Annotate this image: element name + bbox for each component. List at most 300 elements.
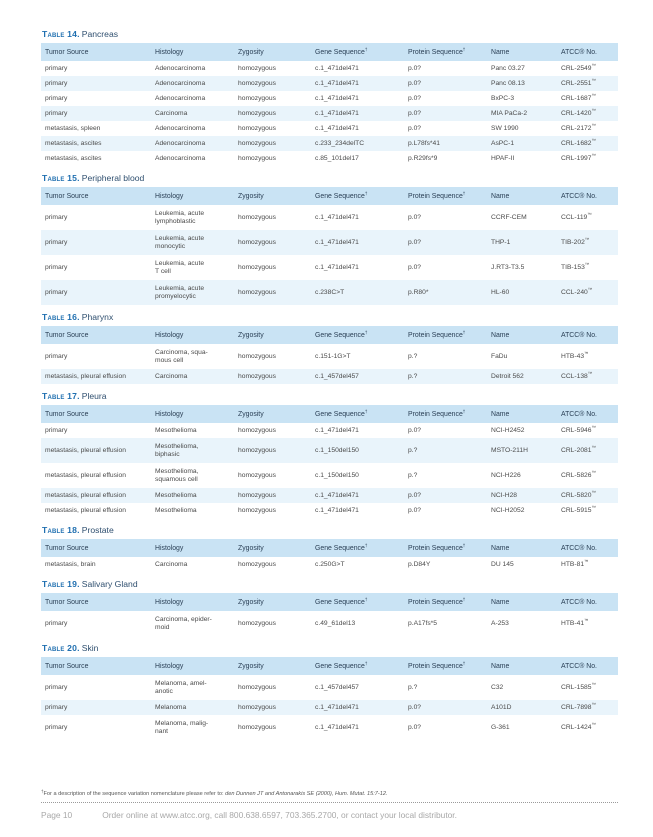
footnote-text: For a description of the sequence variation nomenclature please refer to:	[43, 791, 226, 797]
trademark-mark: ™	[591, 137, 596, 143]
cell-text: FaDu	[491, 352, 508, 360]
cell-tumor-source	[41, 463, 151, 488]
cell-tumor-source	[41, 280, 151, 305]
cell-text: Mesothelioma	[155, 491, 197, 499]
cell-text: CRL-1682	[561, 139, 592, 147]
cell-zygosity	[234, 106, 311, 121]
cell-text: Carcinoma	[155, 109, 188, 117]
cell-gene-sequence	[311, 136, 404, 151]
cell-gene-sequence	[311, 91, 404, 106]
histology-line: Melanoma, amel-	[155, 679, 207, 687]
cell-text: DU 145	[491, 560, 514, 568]
header-label: Zygosity	[238, 662, 264, 670]
cell-histology	[151, 121, 234, 136]
header-label: Tumor Source	[45, 662, 89, 670]
cell-gene-sequence	[311, 61, 404, 76]
cell-text: AsPC-1	[491, 139, 515, 147]
table-row	[41, 557, 618, 572]
header-protein-sequence	[404, 657, 487, 675]
header-label: Gene Sequence	[315, 192, 365, 200]
data-table	[41, 326, 618, 384]
cell-zygosity	[234, 151, 311, 166]
cell-name	[487, 136, 555, 151]
table-caption	[42, 524, 618, 537]
cell-histology	[151, 700, 234, 715]
cell-protein-sequence	[404, 344, 487, 369]
header-label: Gene Sequence	[315, 544, 365, 552]
table-title: Skin	[81, 643, 99, 653]
header-label: Protein Sequence	[408, 662, 463, 670]
cell-tumor-source	[41, 205, 151, 230]
cell-protein-sequence	[404, 230, 487, 255]
cell-name	[487, 611, 555, 636]
cell-text: primary	[45, 703, 68, 711]
header-label: Name	[491, 48, 510, 56]
trademark-mark: ™	[591, 504, 596, 510]
cell-name	[487, 280, 555, 305]
table-caption	[42, 172, 618, 185]
table-title: Pancreas	[81, 29, 119, 39]
dagger-mark: †	[364, 329, 368, 335]
cell-tumor-source	[41, 715, 151, 740]
cell-text: primary	[45, 426, 68, 434]
table-row	[41, 91, 618, 106]
cell-text: CRL-5820	[561, 491, 592, 499]
dagger-mark: †	[364, 596, 368, 602]
cell-protein-sequence	[404, 557, 487, 572]
cell-gene-sequence	[311, 463, 404, 488]
header-name	[487, 326, 555, 344]
dagger-mark: †	[364, 408, 368, 414]
cell-atcc-no	[555, 369, 618, 384]
header-atcc-no	[555, 187, 618, 205]
cell-tumor-source	[41, 423, 151, 438]
dagger-mark: †	[364, 660, 368, 666]
cell-atcc-no	[555, 675, 618, 700]
cell-tumor-source	[41, 369, 151, 384]
header-name	[487, 657, 555, 675]
trademark-mark: ™	[591, 92, 596, 98]
header-protein-sequence	[404, 187, 487, 205]
header-histology	[151, 405, 234, 423]
cell-gene-sequence	[311, 700, 404, 715]
header-atcc-no	[555, 593, 618, 611]
cell-zygosity	[234, 438, 311, 463]
cell-text: primary	[45, 213, 68, 221]
table-row	[41, 344, 618, 369]
cell-atcc-no	[555, 136, 618, 151]
footnote	[41, 791, 388, 797]
cell-text: HTB-43	[561, 352, 585, 360]
header-name	[487, 539, 555, 557]
cell-text: c.1_471del471	[315, 94, 359, 102]
cell-text: p.?	[408, 683, 418, 691]
header-tumor-source	[41, 593, 151, 611]
cell-text: c.1_150del150	[315, 471, 359, 479]
page-number: Page 10	[41, 810, 73, 820]
cell-text: homozygous	[238, 560, 276, 568]
cell-protein-sequence	[404, 611, 487, 636]
cell-histology	[151, 344, 234, 369]
cell-zygosity	[234, 503, 311, 518]
trademark-mark: ™	[591, 77, 596, 83]
header-label: Zygosity	[238, 598, 264, 606]
header-label: Gene Sequence	[315, 598, 365, 606]
cell-protein-sequence	[404, 438, 487, 463]
cell-text: CRL-7898	[561, 703, 592, 711]
header-histology	[151, 187, 234, 205]
cell-name	[487, 205, 555, 230]
trademark-mark: ™	[591, 122, 596, 128]
table-section	[41, 642, 618, 740]
table-row	[41, 700, 618, 715]
cell-text: c.1_471del471	[315, 79, 359, 87]
cell-text: metastasis, pleural effusion	[45, 446, 126, 454]
cell-text: primary	[45, 109, 68, 117]
table-row	[41, 280, 618, 305]
header-zygosity	[234, 593, 311, 611]
cell-text: c.151-1G>T	[315, 352, 351, 360]
cell-protein-sequence	[404, 700, 487, 715]
cell-atcc-no	[555, 91, 618, 106]
cell-text: homozygous	[238, 64, 276, 72]
cell-tumor-source	[41, 503, 151, 518]
cell-tumor-source	[41, 61, 151, 76]
cell-zygosity	[234, 230, 311, 255]
cell-tumor-source	[41, 611, 151, 636]
cell-zygosity	[234, 344, 311, 369]
histology-line: moid	[155, 623, 170, 631]
cell-zygosity	[234, 423, 311, 438]
cell-text: p.?	[408, 372, 418, 380]
cell-atcc-no	[555, 106, 618, 121]
cell-text: c.1_471del471	[315, 64, 359, 72]
table-number: Table 15.	[42, 173, 80, 183]
header-zygosity	[234, 326, 311, 344]
header-name	[487, 43, 555, 61]
table-row	[41, 438, 618, 463]
trademark-mark: ™	[591, 701, 596, 707]
cell-text: HTB-81	[561, 560, 585, 568]
cell-text: primary	[45, 619, 68, 627]
cell-gene-sequence	[311, 369, 404, 384]
cell-text: c.1_471del471	[315, 426, 359, 434]
table-caption	[42, 390, 618, 403]
cell-text: NCI-H28	[491, 491, 518, 499]
cell-histology	[151, 423, 234, 438]
cell-name	[487, 675, 555, 700]
cell-text: homozygous	[238, 124, 276, 132]
cell-atcc-no	[555, 205, 618, 230]
table-row	[41, 151, 618, 166]
header-gene-sequence	[311, 326, 404, 344]
cell-name	[487, 121, 555, 136]
header-histology	[151, 326, 234, 344]
cell-atcc-no	[555, 488, 618, 503]
cell-text: C32	[491, 683, 504, 691]
cell-text: Carcinoma	[155, 560, 188, 568]
cell-text: Adenocarcinoma	[155, 79, 206, 87]
cell-atcc-no	[555, 344, 618, 369]
header-label: Protein Sequence	[408, 331, 463, 339]
cell-text: CRL-1424	[561, 723, 592, 731]
cell-text: c.1_471del471	[315, 238, 359, 246]
cell-text: HTB-41	[561, 619, 585, 627]
table-caption	[42, 28, 618, 41]
cell-text: c.1_471del471	[315, 213, 359, 221]
header-label: Protein Sequence	[408, 192, 463, 200]
cell-text: homozygous	[238, 352, 276, 360]
cell-zygosity	[234, 91, 311, 106]
table-row	[41, 503, 618, 518]
cell-text: p.0?	[408, 723, 422, 731]
header-zygosity	[234, 657, 311, 675]
header-label: ATCC® No.	[561, 331, 597, 339]
table-number: Table 16.	[42, 312, 80, 322]
header-gene-sequence	[311, 593, 404, 611]
cell-text: homozygous	[238, 139, 276, 147]
cell-protein-sequence	[404, 91, 487, 106]
header-label: Histology	[155, 598, 184, 606]
cell-text: primary	[45, 79, 68, 87]
dagger-mark: †	[462, 408, 466, 414]
cell-tumor-source	[41, 136, 151, 151]
cell-protein-sequence	[404, 255, 487, 280]
cell-text: MIA PaCa-2	[491, 109, 528, 117]
cell-text: c.1_471del471	[315, 506, 359, 514]
cell-text: p.0?	[408, 491, 422, 499]
trademark-mark: ™	[591, 62, 596, 68]
cell-text: Adenocarcinoma	[155, 94, 206, 102]
cell-text: p.A17fs*5	[408, 619, 437, 627]
cell-protein-sequence	[404, 205, 487, 230]
histology-line: T cell	[155, 267, 171, 275]
cell-protein-sequence	[404, 675, 487, 700]
table-caption	[42, 578, 618, 591]
cell-text: CRL-5915	[561, 506, 592, 514]
cell-text: p.0?	[408, 109, 422, 117]
cell-histology	[151, 488, 234, 503]
cell-text: homozygous	[238, 109, 276, 117]
cell-protein-sequence	[404, 121, 487, 136]
header-label: Name	[491, 544, 510, 552]
cell-histology	[151, 230, 234, 255]
header-label: Zygosity	[238, 331, 264, 339]
table-row	[41, 369, 618, 384]
table-row	[41, 423, 618, 438]
header-label: Tumor Source	[45, 598, 89, 606]
header-zygosity	[234, 187, 311, 205]
cell-gene-sequence	[311, 151, 404, 166]
cell-gene-sequence	[311, 344, 404, 369]
dagger-mark: †	[462, 46, 466, 52]
cell-text: CRL-1420	[561, 109, 592, 117]
cell-gene-sequence	[311, 715, 404, 740]
trademark-mark: ™	[591, 107, 596, 113]
cell-text: Mesothelioma	[155, 506, 197, 514]
cell-atcc-no	[555, 255, 618, 280]
header-tumor-source	[41, 405, 151, 423]
header-histology	[151, 43, 234, 61]
cell-zygosity	[234, 61, 311, 76]
cell-name	[487, 61, 555, 76]
cell-text: homozygous	[238, 683, 276, 691]
cell-text: metastasis, pleural effusion	[45, 372, 126, 380]
header-label: ATCC® No.	[561, 192, 597, 200]
cell-protein-sequence	[404, 106, 487, 121]
cell-text: c.49_61del13	[315, 619, 356, 627]
cell-name	[487, 488, 555, 503]
cell-text: c.1_150del150	[315, 446, 359, 454]
cell-text: p.L78fs*41	[408, 139, 440, 147]
trademark-mark: ™	[591, 152, 596, 158]
cell-atcc-no	[555, 438, 618, 463]
cell-atcc-no	[555, 503, 618, 518]
trademark-mark: ™	[587, 286, 593, 292]
dagger-mark: †	[462, 190, 466, 196]
header-gene-sequence	[311, 187, 404, 205]
dagger-mark: †	[462, 542, 466, 548]
dagger-mark: †	[364, 46, 368, 52]
cell-text: c.238C>T	[315, 288, 345, 296]
histology-line: anotic	[155, 687, 173, 695]
header-zygosity	[234, 405, 311, 423]
table-row	[41, 61, 618, 76]
cell-text: p.R80*	[408, 288, 429, 296]
histology-line: Carcinoma, squa-	[155, 348, 208, 356]
table-row	[41, 611, 618, 636]
trademark-mark: ™	[584, 261, 590, 267]
cell-name	[487, 106, 555, 121]
cell-gene-sequence	[311, 675, 404, 700]
header-gene-sequence	[311, 405, 404, 423]
table-row	[41, 488, 618, 503]
table-row	[41, 136, 618, 151]
header-atcc-no	[555, 405, 618, 423]
trademark-mark: ™	[587, 370, 593, 376]
trademark-mark: ™	[591, 681, 596, 687]
cell-text: CCL-138	[561, 372, 588, 380]
header-label: Tumor Source	[45, 410, 89, 418]
cell-text: c.1_471del471	[315, 109, 359, 117]
cell-histology	[151, 280, 234, 305]
cell-text: c.1_457del457	[315, 683, 359, 691]
header-protein-sequence	[404, 405, 487, 423]
cell-text: CRL-2549	[561, 64, 592, 72]
header-atcc-no	[555, 539, 618, 557]
cell-text: metastasis, pleural effusion	[45, 506, 126, 514]
cell-text: p.0?	[408, 263, 422, 271]
cell-name	[487, 463, 555, 488]
cell-histology	[151, 675, 234, 700]
cell-text: homozygous	[238, 238, 276, 246]
cell-tumor-source	[41, 91, 151, 106]
cell-text: TIB-202	[561, 238, 585, 246]
cell-atcc-no	[555, 715, 618, 740]
cell-text: CRL-2551	[561, 79, 592, 87]
cell-name	[487, 438, 555, 463]
order-info: Order online at www.atcc.org, call 800.638.6597, 703.365.2700, or contact your local distributor.	[102, 810, 457, 820]
cell-text: Melanoma	[155, 703, 187, 711]
cell-histology	[151, 76, 234, 91]
cell-atcc-no	[555, 557, 618, 572]
cell-tumor-source	[41, 255, 151, 280]
cell-zygosity	[234, 76, 311, 91]
dagger-mark: †	[462, 596, 466, 602]
cell-text: homozygous	[238, 154, 276, 162]
cell-zygosity	[234, 136, 311, 151]
cell-gene-sequence	[311, 205, 404, 230]
cell-protein-sequence	[404, 423, 487, 438]
header-tumor-source	[41, 43, 151, 61]
cell-name	[487, 557, 555, 572]
cell-text: J.RT3-T3.5	[491, 263, 525, 271]
header-name	[487, 187, 555, 205]
cell-text: c.1_471del471	[315, 124, 359, 132]
header-tumor-source	[41, 187, 151, 205]
cell-atcc-no	[555, 230, 618, 255]
trademark-mark: ™	[584, 617, 589, 623]
cell-text: c.250G>T	[315, 560, 345, 568]
header-label: Gene Sequence	[315, 331, 365, 339]
table-caption	[42, 311, 618, 324]
cell-text: metastasis, pleural effusion	[45, 491, 126, 499]
histology-line: promyelocytic	[155, 292, 196, 300]
document-body	[41, 28, 618, 746]
cell-text: p.R29fs*9	[408, 154, 438, 162]
cell-zygosity	[234, 715, 311, 740]
histology-line: squamous cell	[155, 475, 198, 483]
cell-atcc-no	[555, 423, 618, 438]
cell-text: NCI-H2052	[491, 506, 525, 514]
cell-text: c.85_101del17	[315, 154, 359, 162]
cell-text: BxPC-3	[491, 94, 515, 102]
table-title: Peripheral blood	[81, 173, 145, 183]
table-row	[41, 715, 618, 740]
cell-text: homozygous	[238, 79, 276, 87]
cell-zygosity	[234, 488, 311, 503]
table-number: Table 17.	[42, 391, 80, 401]
header-gene-sequence	[311, 539, 404, 557]
cell-text: primary	[45, 238, 68, 246]
cell-text: p.?	[408, 446, 418, 454]
table-section	[41, 578, 618, 636]
cell-text: Adenocarcinoma	[155, 124, 206, 132]
cell-text: homozygous	[238, 94, 276, 102]
cell-protein-sequence	[404, 61, 487, 76]
histology-line: Mesothelioma,	[155, 442, 199, 450]
header-label: Tumor Source	[45, 192, 89, 200]
cell-zygosity	[234, 205, 311, 230]
cell-text: homozygous	[238, 263, 276, 271]
cell-text: Adenocarcinoma	[155, 64, 206, 72]
cell-histology	[151, 61, 234, 76]
cell-text: homozygous	[238, 213, 276, 221]
cell-tumor-source	[41, 344, 151, 369]
cell-text: p.0?	[408, 124, 422, 132]
cell-atcc-no	[555, 151, 618, 166]
cell-text: c.1_471del471	[315, 263, 359, 271]
cell-text: CCL-240	[561, 288, 588, 296]
cell-text: p.?	[408, 471, 418, 479]
cell-text: CCRF-CEM	[491, 213, 527, 221]
cell-text: A101D	[491, 703, 512, 711]
cell-text: homozygous	[238, 471, 276, 479]
header-tumor-source	[41, 657, 151, 675]
cell-text: metastasis, ascites	[45, 154, 102, 162]
header-tumor-source	[41, 539, 151, 557]
cell-zygosity	[234, 280, 311, 305]
